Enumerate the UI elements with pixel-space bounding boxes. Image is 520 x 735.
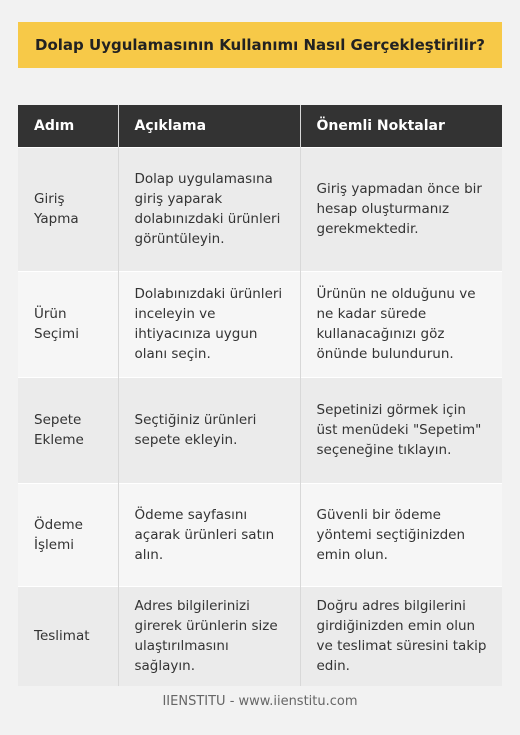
title-banner xyxy=(18,22,502,68)
cell-step: Ürün Seçimi xyxy=(18,271,118,377)
page-title: Dolap Uygulamasının Kullanımı Nasıl Gerçekleştirilir? xyxy=(35,36,485,54)
cell-step: Giriş Yapma xyxy=(18,147,118,271)
cell-description: Ödeme sayfasını açarak ürünleri satın alın. xyxy=(118,483,300,586)
cell-notes: Sepetinizi görmek için üst menüdeki "Sepetim" seçeneğine tıklayın. xyxy=(300,377,502,483)
table-header-row xyxy=(18,105,502,147)
cell-description: Seçtiğiniz ürünleri sepete ekleyin. xyxy=(118,377,300,483)
cell-notes: Giriş yapmadan önce bir hesap oluşturmanız gerekmektedir. xyxy=(300,147,502,271)
cell-step: Teslimat xyxy=(18,586,118,686)
header-step: Adım xyxy=(18,105,118,147)
table-row xyxy=(18,147,502,271)
table-row xyxy=(18,586,502,686)
cell-step: Sepete Ekleme xyxy=(18,377,118,483)
cell-notes: Güvenli bir ödeme yöntemi seçtiğinizden emin olun. xyxy=(300,483,502,586)
header-description: Açıklama xyxy=(118,105,300,147)
footer-credit: IIENSTITU - www.iienstitu.com xyxy=(162,694,358,709)
table-row xyxy=(18,271,502,377)
steps-table xyxy=(18,105,502,686)
cell-description: Adres bilgilerinizi girerek ürünlerin size ulaştırılmasını sağlayın. xyxy=(118,586,300,686)
cell-notes: Ürünün ne olduğunu ve ne kadar sürede kullanacağınızı göz önünde bulundurun. xyxy=(300,271,502,377)
header-notes: Önemli Noktalar xyxy=(300,105,502,147)
cell-notes: Doğru adres bilgilerini girdiğinizden emin olun ve teslimat süresini takip edin. xyxy=(300,586,502,686)
cell-description: Dolap uygulamasına giriş yaparak dolabınızdaki ürünleri görüntüleyin. xyxy=(118,147,300,271)
cell-step: Ödeme İşlemi xyxy=(18,483,118,586)
cell-description: Dolabınızdaki ürünleri inceleyin ve ihtiyacınıza uygun olanı seçin. xyxy=(118,271,300,377)
table-row xyxy=(18,483,502,586)
table-row xyxy=(18,377,502,483)
